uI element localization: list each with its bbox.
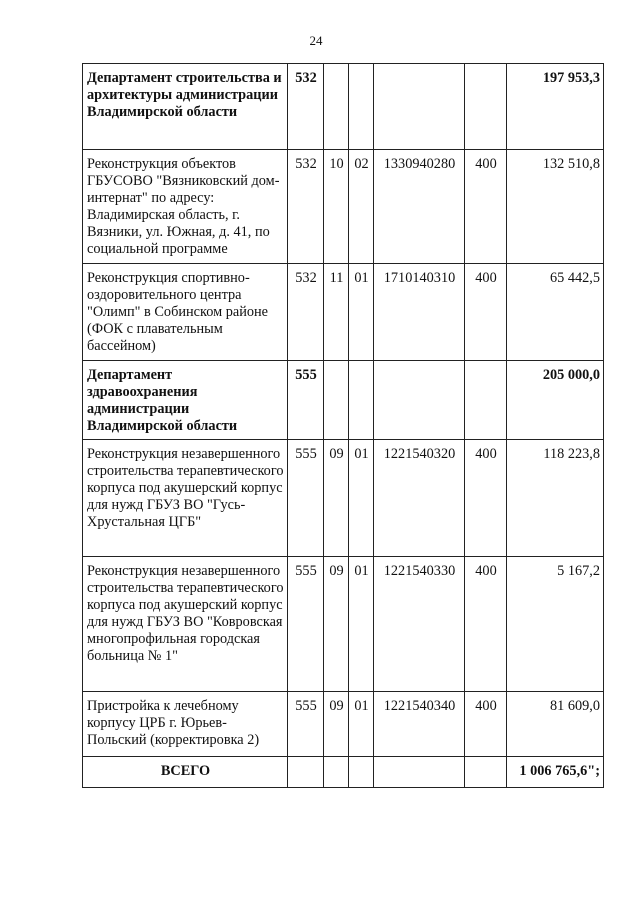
row-name: Реконструкция незавершенного строительства терапевтического корпуса под акушерский корпус для нужд ГБУЗ ВО "Гусь-Хрустальная ЦГБ" xyxy=(83,440,288,557)
row-name: Пристройка к лечебному корпусу ЦРБ г. Юрьев-Польский (корректировка 2) xyxy=(83,692,288,757)
row-csr: 1710140310 xyxy=(374,264,465,361)
table-row xyxy=(83,557,604,692)
row-ved: 555 xyxy=(288,440,324,557)
page-number: 24 xyxy=(309,33,323,48)
row-name: Департамент строительства и архитектуры администрации Владимирской области xyxy=(83,64,288,150)
row-ved: 532 xyxy=(288,64,324,150)
row-ved: 555 xyxy=(288,557,324,692)
row-sum: 65 442,5 xyxy=(507,264,604,361)
row-sum: 5 167,2 xyxy=(507,557,604,692)
row-vr: 400 xyxy=(465,264,507,361)
row-csr xyxy=(374,64,465,150)
total-empty-cell xyxy=(288,757,324,788)
total-row xyxy=(83,757,604,788)
row-rz: 09 xyxy=(324,440,349,557)
row-sum: 81 609,0 xyxy=(507,692,604,757)
row-csr: 1330940280 xyxy=(374,150,465,264)
total-empty-cell xyxy=(349,757,374,788)
row-vr xyxy=(465,361,507,440)
budget-table xyxy=(82,63,604,788)
row-pr xyxy=(349,361,374,440)
total-label: ВСЕГО xyxy=(83,757,288,788)
row-pr: 01 xyxy=(349,440,374,557)
table-row xyxy=(83,64,604,150)
row-rz: 09 xyxy=(324,692,349,757)
row-sum: 197 953,3 xyxy=(507,64,604,150)
row-csr: 1221540330 xyxy=(374,557,465,692)
row-name: Реконструкция незавершенного строительства терапевтического корпуса под акушерский корпус для нужд ГБУЗ ВО "Ковровская многопрофильная городская больница № 1" xyxy=(83,557,288,692)
row-pr: 01 xyxy=(349,264,374,361)
row-sum: 118 223,8 xyxy=(507,440,604,557)
row-vr: 400 xyxy=(465,440,507,557)
row-pr: 01 xyxy=(349,692,374,757)
table-row xyxy=(83,440,604,557)
row-csr: 1221540320 xyxy=(374,440,465,557)
row-sum: 132 510,8 xyxy=(507,150,604,264)
total-empty-cell xyxy=(374,757,465,788)
row-vr: 400 xyxy=(465,557,507,692)
total-empty-cell xyxy=(324,757,349,788)
table-row xyxy=(83,150,604,264)
table-row xyxy=(83,264,604,361)
row-pr: 01 xyxy=(349,557,374,692)
row-vr: 400 xyxy=(465,692,507,757)
row-name: Департамент здравоохранения администрации Владимирской области xyxy=(83,361,288,440)
row-ved: 532 xyxy=(288,264,324,361)
row-pr xyxy=(349,64,374,150)
total-sum: 1 006 765,6"; xyxy=(507,757,604,788)
row-rz xyxy=(324,361,349,440)
row-name: Реконструкция спортивно-оздоровительного центра "Олимп" в Собинском районе (ФОК с плавательным бассейном) xyxy=(83,264,288,361)
total-empty-cell xyxy=(465,757,507,788)
row-sum: 205 000,0 xyxy=(507,361,604,440)
row-csr xyxy=(374,361,465,440)
row-rz: 09 xyxy=(324,557,349,692)
row-pr: 02 xyxy=(349,150,374,264)
row-rz: 10 xyxy=(324,150,349,264)
row-ved: 555 xyxy=(288,692,324,757)
table-row xyxy=(83,361,604,440)
row-rz: 11 xyxy=(324,264,349,361)
row-vr xyxy=(465,64,507,150)
row-ved: 555 xyxy=(288,361,324,440)
row-csr: 1221540340 xyxy=(374,692,465,757)
table-row xyxy=(83,692,604,757)
row-ved: 532 xyxy=(288,150,324,264)
row-vr: 400 xyxy=(465,150,507,264)
row-rz xyxy=(324,64,349,150)
row-name: Реконструкция объектов ГБУСОВО "Вязниковский дом-интернат" по адресу: Владимирская область, г. Вязники, ул. Южная, д. 41, по социальной программе xyxy=(83,150,288,264)
